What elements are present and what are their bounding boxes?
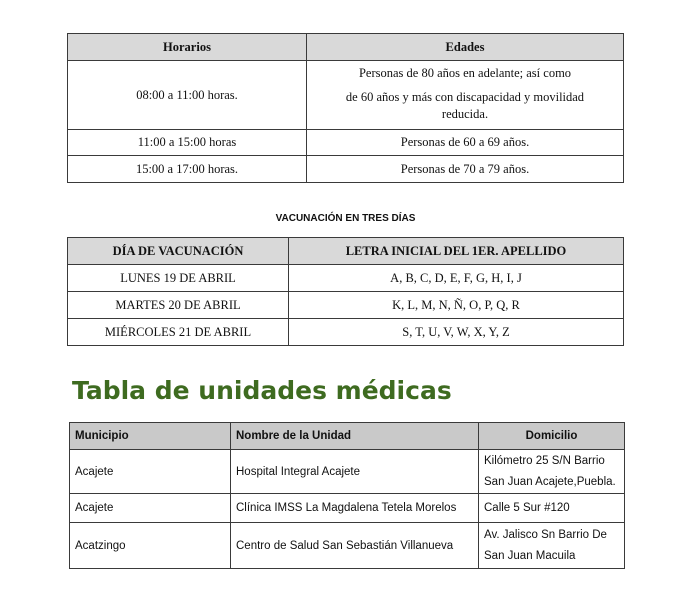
- unit-municipio: Acatzingo: [70, 523, 231, 569]
- unit-domicilio-line: Av. Jalisco Sn Barrio De: [484, 528, 607, 541]
- schedule-header-horarios: Horarios: [68, 34, 307, 61]
- unit-name: Centro de Salud San Sebastián Villanueva: [231, 523, 479, 569]
- schedule-time: 15:00 a 17:00 horas.: [68, 156, 307, 183]
- schedule-time: 08:00 a 11:00 horas.: [68, 61, 307, 130]
- schedule-table: [67, 33, 624, 183]
- unit-domicilio: [479, 450, 625, 494]
- vaccination-header-day: DÍA DE VACUNACIÓN: [68, 238, 289, 265]
- vaccination-letters: A, B, C, D, E, F, G, H, I, J: [289, 265, 624, 292]
- schedule-ages-line: reducida.: [441, 107, 489, 121]
- table-row: [68, 319, 624, 346]
- vaccination-day: MIÉRCOLES 21 DE ABRIL: [68, 319, 289, 346]
- table-row: [68, 130, 624, 156]
- units-header-row: [70, 423, 625, 450]
- table-row: [70, 494, 625, 523]
- table-row: [68, 292, 624, 319]
- unit-name: Clínica IMSS La Magdalena Tetela Morelos: [231, 494, 479, 523]
- units-title: Tabla de unidades médicas: [72, 376, 452, 405]
- vaccination-letters: S, T, U, V, W, X, Y, Z: [289, 319, 624, 346]
- unit-municipio: Acajete: [70, 494, 231, 523]
- units-header-unidad: Nombre de la Unidad: [231, 423, 479, 450]
- unit-domicilio-line: Kilómetro 25 S/N Barrio: [484, 454, 605, 467]
- vaccination-day: LUNES 19 DE ABRIL: [68, 265, 289, 292]
- vaccination-header-letters: LETRA INICIAL DEL 1ER. APELLIDO: [289, 238, 624, 265]
- schedule-header-row: [68, 34, 624, 61]
- schedule-time: 11:00 a 15:00 horas: [68, 130, 307, 156]
- table-row: [70, 450, 625, 494]
- schedule-ages-line: Personas de 80 años en adelante; así como: [358, 66, 572, 80]
- schedule-header-edades: Edades: [307, 34, 624, 61]
- table-row: [68, 61, 624, 130]
- schedule-ages: Personas de 60 a 69 años.: [307, 130, 624, 156]
- unit-domicilio-line: San Juan Macuila: [484, 549, 576, 562]
- table-row: [68, 156, 624, 183]
- unit-municipio: Acajete: [70, 450, 231, 494]
- schedule-ages: Personas de 70 a 79 años.: [307, 156, 624, 183]
- table-row: [68, 265, 624, 292]
- unit-domicilio: Calle 5 Sur #120: [479, 494, 625, 523]
- unit-domicilio: [479, 523, 625, 569]
- vaccination-letters: K, L, M, N, Ñ, O, P, Q, R: [289, 292, 624, 319]
- units-header-domicilio: Domicilio: [479, 423, 625, 450]
- unit-name: Hospital Integral Acajete: [231, 450, 479, 494]
- units-table: [69, 422, 625, 569]
- vaccination-day: MARTES 20 DE ABRIL: [68, 292, 289, 319]
- vaccination-table: [67, 237, 624, 346]
- unit-domicilio-line: San Juan Acajete,Puebla.: [484, 475, 616, 488]
- vaccination-header-row: [68, 238, 624, 265]
- schedule-ages-line: de 60 años y más con discapacidad y movilidad: [345, 90, 585, 104]
- schedule-ages: [307, 61, 624, 130]
- units-header-municipio: Municipio: [70, 423, 231, 450]
- vaccination-title: VACUNACIÓN EN TRES DÍAS: [275, 213, 416, 224]
- table-row: [70, 523, 625, 569]
